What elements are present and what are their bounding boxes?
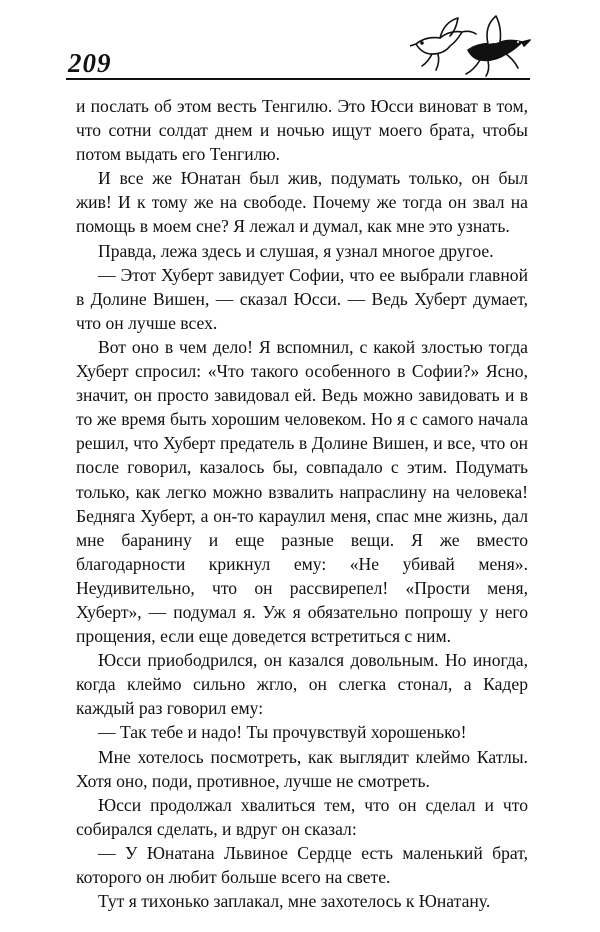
header-rule	[66, 78, 530, 80]
paragraph: — У Юнатана Львиное Сердце есть маленький брат, которого он любит больше всего на свете.	[76, 842, 528, 887]
paragraph: Юсси продолжал хвалиться тем, что он сделал и что собирался сделать, и вдруг он сказал:	[76, 794, 528, 839]
paragraph: — Этот Хуберт завидует Софии, что ее выбрали главной в Долине Вишен, — сказал Юсси. — Ведь Хуберт думает, что он лучше всех.	[76, 264, 528, 333]
paragraph: Правда, лежа здесь и слушая, я узнал многое другое.	[98, 240, 494, 261]
paragraph: и послать об этом весть Тенгилю. Это Юсси виноват в том, что сотни солдат днем и ночью ищут моего брата, чтобы потом выдать его Тенгилю.	[76, 96, 528, 165]
paragraph: Вот оно в чем дело! Я вспомнил, с какой злостью тогда Хуберт спросил: «Что такого особенного в Софии?» Ясно, значит, он просто завидовал ей. Ведь можно завидовать и в то же время быть хорошим человеком. Но я с самого начала решил, что Хуберт предатель в Долине Вишен, и все, что он после говорил, казалось бы, совпадало с этим. Подумать только, как легко можно взвалить напраслину на человека! Бедняга Хуберт, а он-то караулил меня, спас мне жизнь, дал мне баранину и еще разные вещи. Я же вместо благодарности крикнул ему: «Не убивай меня». Неудивительно, что он рассвирепел! «Прости меня, Хуберт», — подумал я. Уж я обязательно попрошу у него прощения, если еще доведется встретиться с ним.	[76, 336, 528, 647]
paragraph: Мне хотелось посмотреть, как выглядит клеймо Катлы. Хотя оно, поди, противное, лучше не смотреть.	[76, 746, 528, 791]
page-number: 209	[68, 48, 112, 78]
page-header	[0, 0, 600, 90]
paragraph: Юсси приободрился, он казался довольным. Но иногда, когда клеймо сильно жгло, он слегка стонал, а Кадер каждый раз говорил ему:	[76, 650, 528, 719]
paragraph: — Так тебе и надо! Ты прочувствуй хорошенько!	[98, 722, 467, 743]
paragraph: Тут я тихонько заплакал, мне захотелось к Юнатану.	[98, 891, 491, 912]
paragraph: И все же Юнатан был жив, подумать только, он был жив! И к тому же на свободе. Почему же тогда он звал на помощь в моем сне? Я лежал и думал, как мне это узнать.	[76, 168, 528, 237]
two-doves-icon	[410, 14, 532, 78]
body-text	[76, 94, 528, 913]
